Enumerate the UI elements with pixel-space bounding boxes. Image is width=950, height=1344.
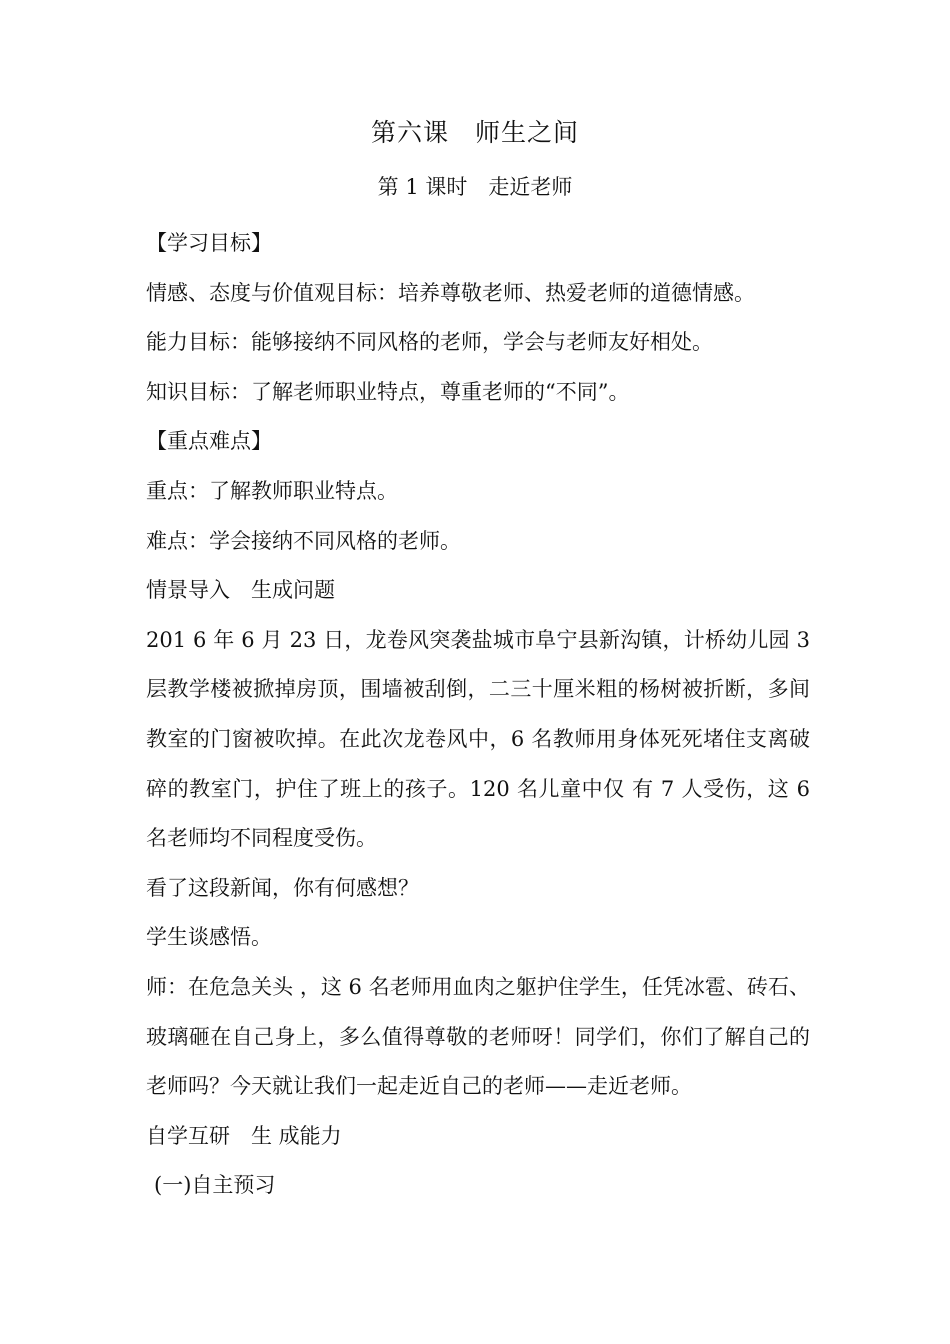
difficult-point: 难点：学会接纳不同风格的老师。 [146, 528, 461, 553]
lesson-title: 第六课 师生之间 [370, 118, 579, 147]
question-line: 看了这段新闻，你有何感想？ [146, 875, 419, 900]
objective-knowledge: 知识目标：了解老师职业特点，尊重老师的“不同”。 [146, 379, 630, 404]
subsection-preview: (一)自主预习 [154, 1173, 276, 1198]
document-body [146, 219, 810, 1211]
teacher-paragraph: 师：在危急关头 ，这 6 名老师用血肉之躯护住学生，任凭冰雹、砖石、玻璃砸在自己身上，多么值得尊敬的老师呀！同学们，你们了解自己的老师吗？今天就让我们一起走近自己的老师——走近老师。 [146, 974, 810, 1099]
objective-emotion: 情感、态度与价值观目标：培养尊敬老师、热爱老师的道德情感。 [146, 280, 755, 305]
news-paragraph: 201 6 年 6 月 23 日，龙卷风突袭盐城市阜宁县新沟镇，计桥幼儿园 3 层教学楼被掀掉房顶，围墙被刮倒，二三十厘米粗的杨树被折断，多间教室的门窗被吹掉。在此次龙卷风中，6 名教师用身体死死堵住支离破碎的教室门，护住了班上的孩子。120 名儿童中仅 有 7 人受伤，这 6 名老师均不同程度受伤。 [146, 627, 810, 851]
section-heading-self-study: 自学互研 生 成能力 [146, 1123, 342, 1148]
lesson-subtitle: 第 1 课时 走近老师 [377, 175, 573, 199]
objective-ability: 能力目标：能够接纳不同风格的老师，学会与老师友好相处。 [146, 330, 713, 355]
section-heading-objectives: 【学习目标】 [146, 231, 272, 255]
key-point: 重点：了解教师职业特点。 [146, 478, 398, 503]
section-heading-intro: 情景导入 生成问题 [146, 578, 335, 603]
students-discuss-line: 学生谈感悟。 [146, 925, 272, 950]
section-heading-key-points: 【重点难点】 [146, 429, 272, 454]
